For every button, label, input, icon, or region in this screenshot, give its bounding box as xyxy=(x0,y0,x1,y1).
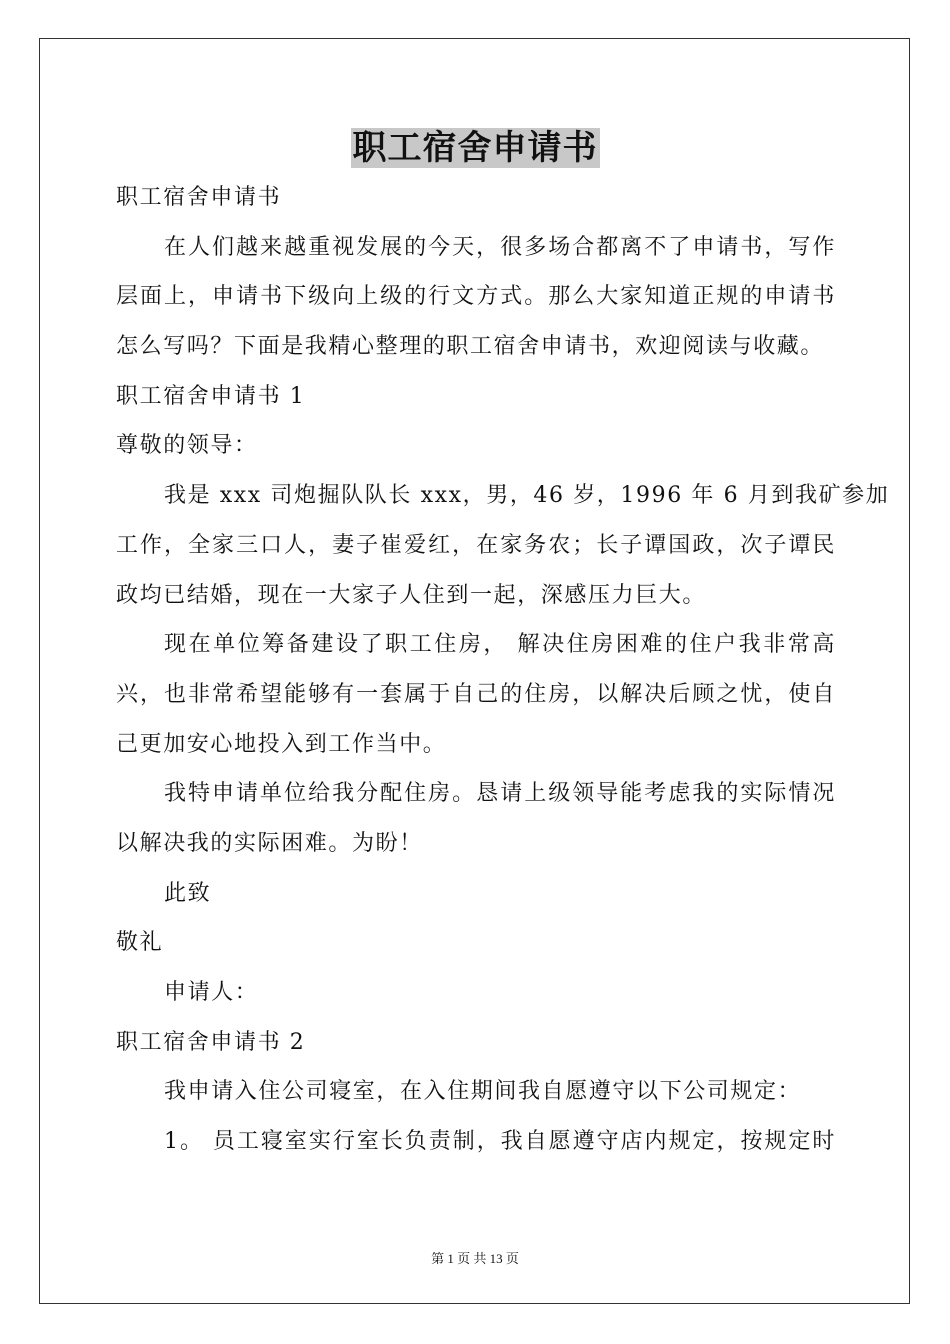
paragraph-line: 政均已结婚，现在一大家子人住到一起，深感压力巨大。 xyxy=(116,582,707,608)
closing-line: 敬礼 xyxy=(116,930,164,956)
paragraph-line: 我特申请单位给我分配住房。恳请上级领导能考虑我的实际情况 xyxy=(164,781,836,807)
applicant-line: 申请人： xyxy=(164,980,259,1005)
paragraph-line: 在人们越来越重视发展的今天，很多场合都离不了申请书，写作 xyxy=(164,234,836,260)
salutation-line: 尊敬的领导： xyxy=(116,433,258,459)
paragraph-line: 我是 xxx 司炮掘队队长 xxx，男，46 岁，1996 年 6 月到我矿参加 xyxy=(164,483,890,509)
paragraph-line: 工作，全家三口人，妻子崔爱红，在家务农；长子谭国政，次子谭民 xyxy=(116,532,836,558)
paragraph-line: 我申请入住公司寝室，在入住期间我自愿遵守以下公司规定： xyxy=(164,1079,802,1105)
paragraph-line: 以解决我的实际困难。为盼！ xyxy=(116,830,423,856)
paragraph-line: 1。 员工寝室实行室长负责制，我自愿遵守店内规定，按规定时 xyxy=(164,1129,836,1155)
document-title: 职工宿舍申请书 xyxy=(352,128,598,168)
subtitle-line: 职工宿舍申请书 xyxy=(116,185,282,210)
paragraph-line: 兴，也非常希望能够有一套属于自己的住房，以解决后顾之忧，使自 xyxy=(116,681,836,707)
title-area xyxy=(0,128,950,168)
paragraph-line: 层面上，申请书下级向上级的行文方式。那么大家知道正规的申请书 xyxy=(116,284,836,310)
closing-line: 此致 xyxy=(164,880,212,906)
section-heading: 职工宿舍申请书 1 xyxy=(116,383,306,409)
paragraph-line: 怎么写吗？下面是我精心整理的职工宿舍申请书，欢迎阅读与收藏。 xyxy=(116,334,825,360)
document-body xyxy=(116,177,890,1171)
paragraph-line: 己更加安心地投入到工作当中。 xyxy=(116,731,447,757)
paragraph-line: 现在单位筹备建设了职工住房， 解决住房困难的住户我非常高 xyxy=(164,632,836,658)
section-heading: 职工宿舍申请书 2 xyxy=(116,1029,306,1055)
page-footer: 第 1 页 共 13 页 xyxy=(431,1251,519,1266)
